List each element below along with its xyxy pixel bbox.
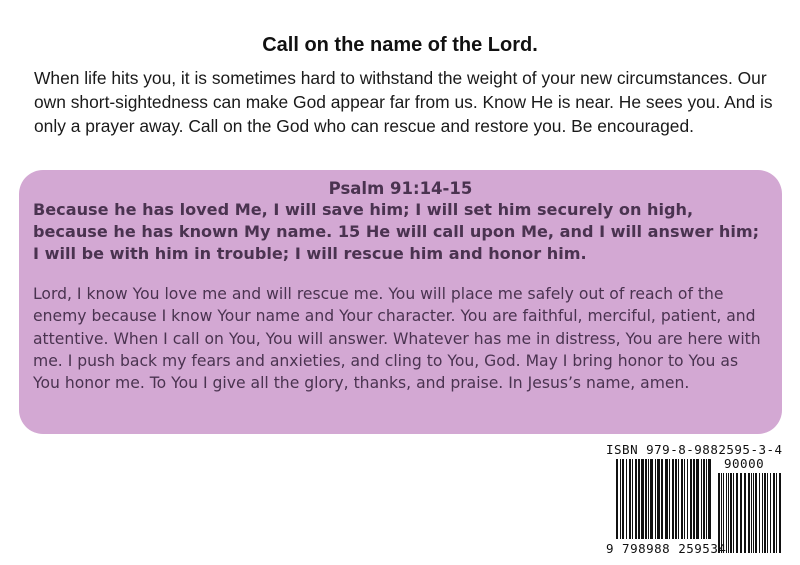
intro-paragraph: When life hits you, it is sometimes hard to withstand the weight of your new circumstances. Our own short-sightedness can make God appear far from us. Know He is near. He sees you. And is only a prayer away. Call on the God who can rescue and restore you. Be encouraged. (34, 68, 773, 136)
isbn-barcode (590, 441, 795, 559)
barcode-digits: 9 798988 259534 (606, 541, 727, 556)
isbn-label: ISBN 979-8-9882595-3-4 (606, 442, 783, 457)
scripture-verse: Because he has loved Me, I will save him; I will set him securely on high, because he has known My name. 15 He will call upon Me, and I will answer him; I will be with him in trouble; I will rescue him and honor him. (33, 200, 760, 263)
prayer-paragraph: Lord, I know You love me and will rescue me. You will place me safely out of reach of the enemy because I know Your name and Your character. You are faithful, merciful, patient, and attentive. When I call on You, You will answer. Whatever has me in distress, You are here with me. I push back my fears and anxieties, and cling to You, God. May I bring honor to You as You honor me. To You I give all the glory, thanks, and praise. In Jesus’s name, amen. (33, 285, 761, 393)
scripture-box (19, 170, 782, 434)
price-code: 90000 (724, 456, 765, 471)
scripture-reference: Psalm 91:14-15 (328, 179, 473, 198)
page-title: Call on the name of the Lord. (262, 34, 538, 56)
